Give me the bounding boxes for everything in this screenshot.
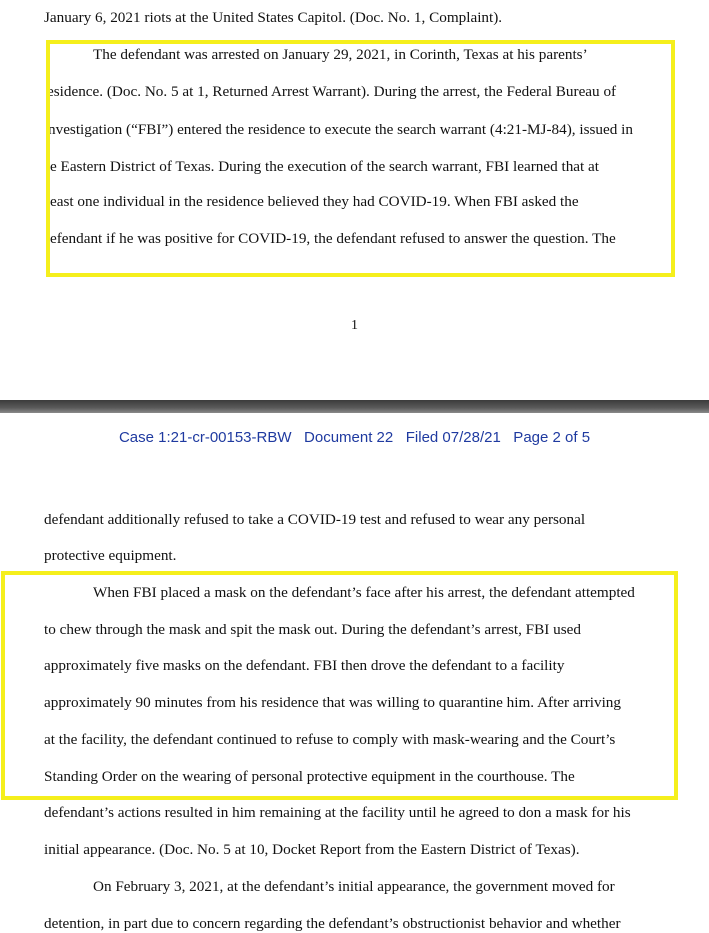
text-line: approximately five masks on the defendant. FBI then drove the defendant to a facility	[44, 657, 565, 674]
text-line: to chew through the mask and spit the mask out. During the defendant’s arrest, FBI used	[44, 621, 581, 638]
text-line: nvestigation (“FBI”) entered the residence to execute the search warrant (4:21-MJ-84), issued in	[48, 121, 633, 138]
case-header-stamp: Case 1:21-cr-00153-RBW Document 22 Filed 07/28/21 Page 2 of 5	[118, 429, 591, 446]
text-line: When FBI placed a mask on the defendant’s face after his arrest, the defendant attempted	[93, 584, 635, 601]
text-line: The defendant was arrested on January 29, 2021, in Corinth, Texas at his parents’	[93, 46, 588, 63]
text-line: efendant if he was positive for COVID-19, the defendant refused to answer the question. The	[50, 230, 616, 247]
text-line: initial appearance. (Doc. No. 5 at 10, Docket Report from the Eastern District of Texas).	[44, 841, 580, 858]
text-line: protective equipment.	[44, 547, 177, 564]
highlight-box	[1, 571, 678, 800]
text-line: January 6, 2021 riots at the United States Capitol. (Doc. No. 1, Complaint).	[44, 9, 503, 26]
page-separator	[0, 400, 709, 413]
text-line: Standing Order on the wearing of personal protective equipment in the courthouse. The	[44, 768, 575, 785]
text-line: On February 3, 2021, at the defendant’s initial appearance, the government moved for	[93, 878, 615, 895]
text-line: approximately 90 minutes from his residence that was willing to quarantine him. After arriving	[44, 694, 621, 711]
text-line: esidence. (Doc. No. 5 at 1, Returned Arrest Warrant). During the arrest, the Federal Bureau of	[47, 83, 617, 100]
text-line: defendant’s actions resulted in him remaining at the facility until he agreed to don a mask for his	[44, 804, 631, 821]
page-number: 1	[351, 318, 358, 333]
text-line: e Eastern District of Texas. During the execution of the search warrant, FBI learned that at	[50, 158, 600, 175]
text-line: defendant additionally refused to take a COVID-19 test and refused to wear any personal	[44, 511, 586, 528]
text-line: at the facility, the defendant continued to refuse to comply with mask-wearing and the Court’s	[44, 731, 616, 748]
text-line: detention, in part due to concern regarding the defendant’s obstructionist behavior and whether	[44, 915, 621, 932]
text-line: east one individual in the residence believed they had COVID-19. When FBI asked the	[50, 193, 579, 210]
